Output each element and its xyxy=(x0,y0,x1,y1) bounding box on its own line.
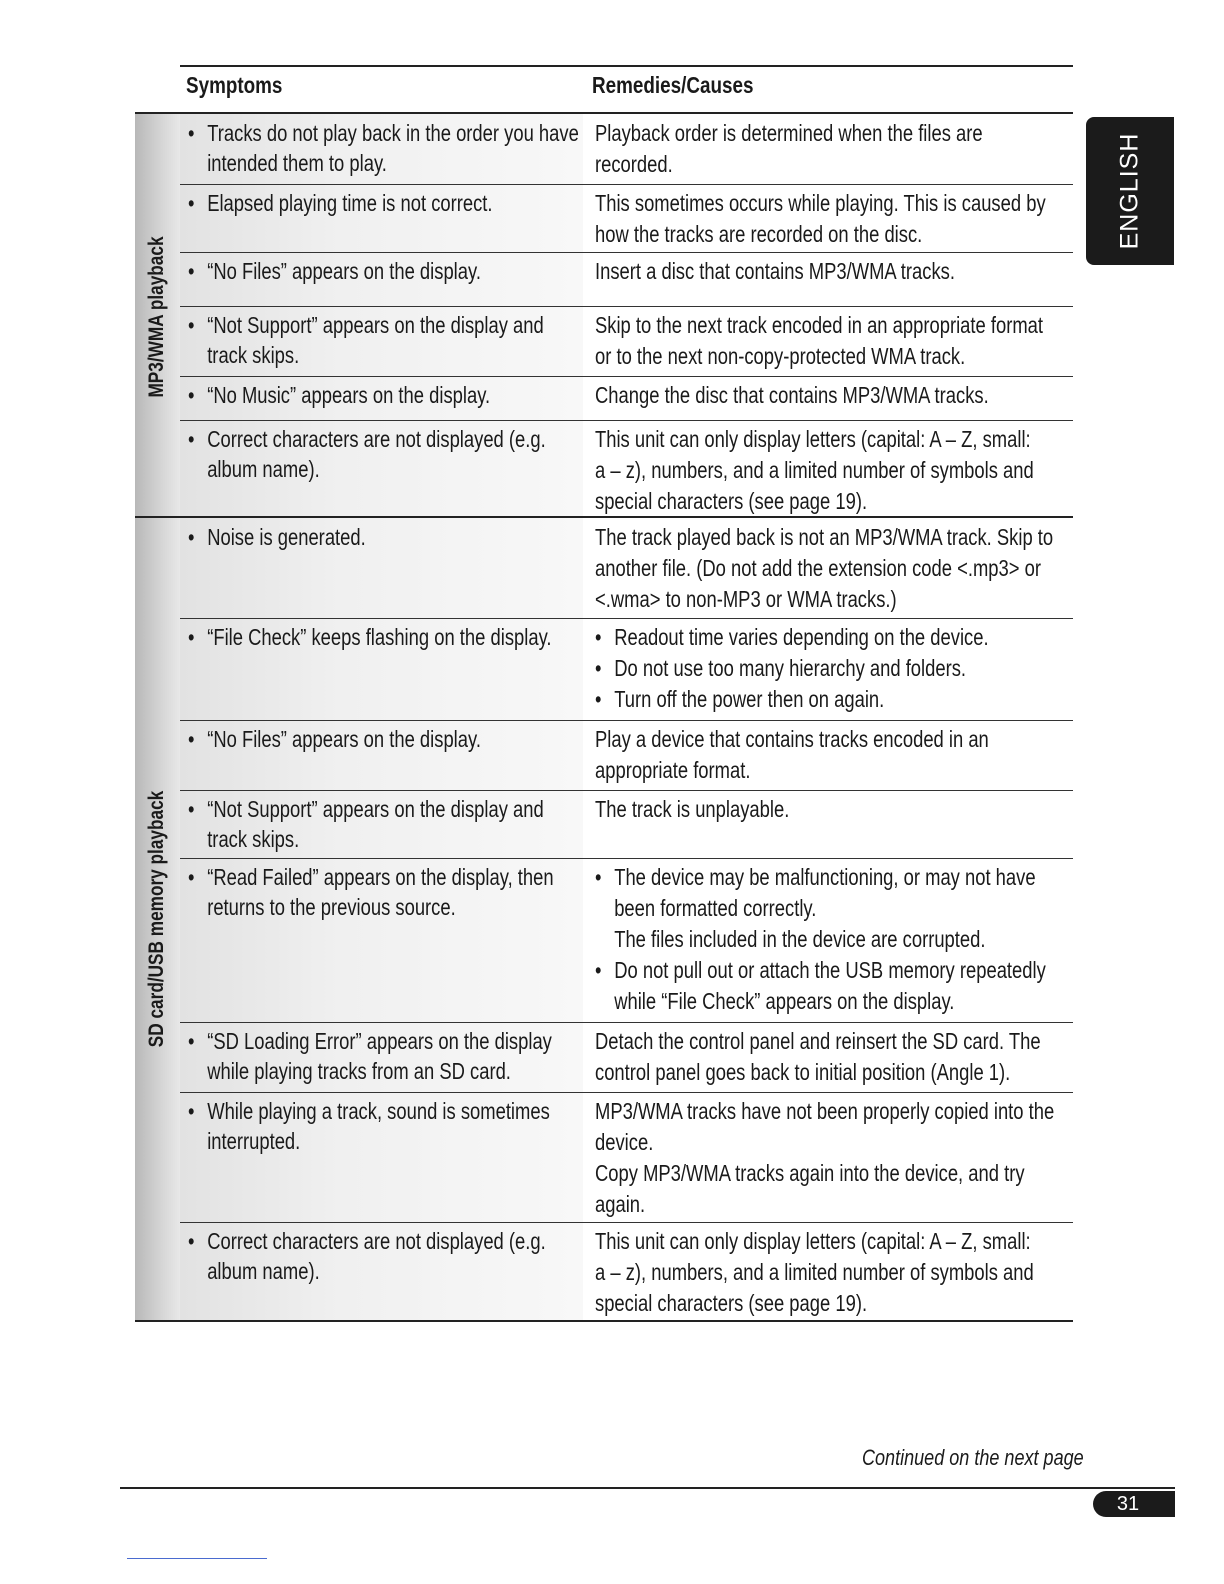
remedy-line-wrap xyxy=(595,653,1063,684)
symptom-line-wrap xyxy=(188,1126,612,1156)
remedy-line: Play a device that contains tracks encoded in an xyxy=(595,726,989,752)
row-divider xyxy=(180,790,1073,791)
symptom-line-wrap xyxy=(188,522,612,552)
symptom-line: Elapsed playing time is not correct. xyxy=(207,190,493,216)
remedy-line-wrap xyxy=(595,893,1063,924)
remedies-column-header: Remedies/Causes xyxy=(592,72,754,98)
symptom-line: “Not Support” appears on the display and xyxy=(207,312,544,338)
remedy-line: Insert a disc that contains MP3/WMA tracks. xyxy=(595,258,955,284)
remedy-cell xyxy=(595,724,1063,786)
symptom-cell xyxy=(188,310,612,370)
language-tab xyxy=(1086,117,1174,265)
symptom-cell xyxy=(188,862,612,922)
remedy-line: or to the next non-copy-protected WMA track. xyxy=(595,343,966,369)
symptom-cell xyxy=(188,1096,612,1156)
remedy-line: This sometimes occurs while playing. This is caused by xyxy=(595,190,1046,216)
remedy-cell xyxy=(595,622,1063,715)
remedy-line: Detach the control panel and reinsert the SD card. The xyxy=(595,1028,1041,1054)
bullet-icon: • xyxy=(188,382,195,408)
remedy-line: The track is unplayable. xyxy=(595,796,790,822)
remedy-line: been formatted correctly. xyxy=(614,895,817,921)
symptom-line-wrap xyxy=(188,380,612,410)
remedy-cell xyxy=(595,310,1063,372)
bullet-icon: • xyxy=(188,726,195,752)
symptom-line-wrap xyxy=(188,1056,612,1086)
row-divider xyxy=(180,1022,1073,1023)
symptom-line: Correct characters are not displayed (e.g. xyxy=(207,1228,546,1254)
bullet-icon: • xyxy=(188,312,195,338)
remedy-line: a – z), numbers, and a limited number of symbols and xyxy=(595,1259,1034,1285)
remedy-line-wrap xyxy=(595,924,1063,955)
remedy-line: MP3/WMA tracks have not been properly copied into the xyxy=(595,1098,1055,1124)
remedy-line: <.wma> to non-MP3 or WMA tracks.) xyxy=(595,586,897,612)
remedy-line: This unit can only display letters (capital: A – Z, small: xyxy=(595,426,1031,452)
remedy-line: control panel goes back to initial position (Angle 1). xyxy=(595,1059,1011,1085)
section-sd-usb-playback xyxy=(135,516,1073,1322)
symptom-line-wrap xyxy=(188,1026,612,1056)
section-side-label: SD card/USB memory playback xyxy=(145,790,168,1048)
remedy-line: another file. (Do not add the extension code <.mp3> or xyxy=(595,555,1041,581)
remedy-line: device. xyxy=(595,1129,654,1155)
symptom-line: track skips. xyxy=(207,826,300,852)
symptom-cell xyxy=(188,1026,612,1086)
remedy-cell xyxy=(595,1096,1063,1220)
symptom-line-wrap xyxy=(188,256,612,286)
table-bottom-rule xyxy=(135,1320,1073,1322)
remedy-line: Readout time varies depending on the device. xyxy=(614,624,989,650)
bullet-icon: • xyxy=(188,1028,195,1054)
symptom-line: “SD Loading Error” appears on the display xyxy=(207,1028,552,1054)
remedy-line-wrap xyxy=(595,986,1063,1017)
corner-mark xyxy=(127,1558,267,1559)
remedy-cell xyxy=(595,1226,1063,1319)
symptom-line-wrap xyxy=(188,824,612,854)
symptom-cell xyxy=(188,256,612,286)
section-side-tab xyxy=(135,114,180,519)
symptom-line: album name). xyxy=(207,456,320,482)
remedy-line: while “File Check” appears on the display. xyxy=(614,988,955,1014)
remedy-line: Copy MP3/WMA tracks again into the device, and try xyxy=(595,1160,1025,1186)
symptom-line-wrap xyxy=(188,724,612,754)
remedy-cell xyxy=(595,256,1063,287)
remedy-cell xyxy=(595,1026,1063,1088)
remedy-line: The device may be malfunctioning, or may not have xyxy=(614,864,1036,890)
row-divider xyxy=(180,184,1073,185)
remedy-line: This unit can only display letters (capital: A – Z, small: xyxy=(595,1228,1031,1254)
symptom-line: returns to the previous source. xyxy=(207,894,456,920)
symptom-line: “No Files” appears on the display. xyxy=(207,726,481,752)
row-divider xyxy=(180,252,1073,253)
symptom-line: Correct characters are not displayed (e.g. xyxy=(207,426,546,452)
remedy-cell xyxy=(595,522,1063,615)
remedy-line: Do not use too many hierarchy and folders. xyxy=(614,655,967,681)
remedy-line-wrap xyxy=(595,955,1063,986)
symptom-cell xyxy=(188,724,612,754)
row-divider xyxy=(180,858,1073,859)
symptom-line-wrap xyxy=(188,340,612,370)
section-side-tab xyxy=(135,518,180,1320)
remedy-line: The track played back is not an MP3/WMA track. Skip to xyxy=(595,524,1054,550)
bullet-icon: • xyxy=(188,864,195,890)
bullet-icon: • xyxy=(188,426,195,452)
symptom-line-wrap xyxy=(188,454,612,484)
symptom-cell xyxy=(188,118,612,178)
symptom-cell xyxy=(188,522,612,552)
symptom-line-wrap xyxy=(188,188,612,218)
remedy-line-wrap xyxy=(595,862,1063,893)
row-divider xyxy=(180,720,1073,721)
bullet-icon: • xyxy=(595,624,602,650)
symptom-line: intended them to play. xyxy=(207,150,387,176)
bullet-icon: • xyxy=(595,655,602,681)
row-divider xyxy=(180,420,1073,421)
symptom-line: while playing tracks from an SD card. xyxy=(207,1058,511,1084)
symptom-line-wrap xyxy=(188,892,612,922)
remedy-line-wrap xyxy=(595,622,1063,653)
bullet-icon: • xyxy=(595,957,602,983)
symptom-cell xyxy=(188,1226,612,1286)
page-number-badge xyxy=(1093,1491,1175,1517)
remedy-line: The files included in the device are corrupted. xyxy=(614,926,986,952)
symptom-cell xyxy=(188,424,612,484)
row-divider xyxy=(180,376,1073,377)
remedy-line: Turn off the power then on again. xyxy=(614,686,885,712)
symptom-line: “No Files” appears on the display. xyxy=(207,258,481,284)
remedy-cell xyxy=(595,118,1063,180)
row-divider xyxy=(180,306,1073,307)
symptom-line: Noise is generated. xyxy=(207,524,366,550)
remedy-cell xyxy=(595,380,1063,411)
symptom-cell xyxy=(188,622,612,652)
remedy-line: Do not pull out or attach the USB memory repeatedly xyxy=(614,957,1046,983)
symptoms-column-header: Symptoms xyxy=(186,72,283,98)
remedy-line: special characters (see page 19). xyxy=(595,1290,868,1316)
bullet-icon: • xyxy=(188,624,195,650)
symptom-line-wrap xyxy=(188,1256,612,1286)
table-top-rule xyxy=(180,65,1073,67)
symptom-line-wrap xyxy=(188,1226,612,1256)
remedy-cell xyxy=(595,424,1063,517)
symptom-line: “Read Failed” appears on the display, then xyxy=(207,864,554,890)
symptom-line: Tracks do not play back in the order you have xyxy=(207,120,579,146)
symptom-cell xyxy=(188,794,612,854)
symptom-line: “File Check” keeps flashing on the display. xyxy=(207,624,552,650)
bullet-icon: • xyxy=(188,524,195,550)
remedy-cell xyxy=(595,188,1063,250)
symptom-line-wrap xyxy=(188,622,612,652)
bullet-icon: • xyxy=(188,120,195,146)
remedy-line: a – z), numbers, and a limited number of symbols and xyxy=(595,457,1034,483)
symptom-line: track skips. xyxy=(207,342,300,368)
remedy-line: again. xyxy=(595,1191,646,1217)
remedy-line: appropriate format. xyxy=(595,757,751,783)
symptom-cell xyxy=(188,188,612,218)
symptom-line: “No Music” appears on the display. xyxy=(207,382,491,408)
remedy-line: how the tracks are recorded on the disc. xyxy=(595,221,923,247)
remedy-cell xyxy=(595,862,1063,1017)
symptom-line: interrupted. xyxy=(207,1128,301,1154)
continued-note: Continued on the next page xyxy=(862,1445,1084,1470)
row-divider xyxy=(180,1092,1073,1093)
bullet-icon: • xyxy=(188,1098,195,1124)
bullet-icon: • xyxy=(188,258,195,284)
symptom-line: “Not Support” appears on the display and xyxy=(207,796,544,822)
language-tab-label: ENGLISH xyxy=(1115,132,1144,250)
symptom-line-wrap xyxy=(188,794,612,824)
symptom-line: album name). xyxy=(207,1258,320,1284)
symptom-line-wrap xyxy=(188,148,612,178)
bullet-icon: • xyxy=(188,796,195,822)
remedy-line: Playback order is determined when the files are recorded. xyxy=(595,120,983,177)
remedy-line: Change the disc that contains MP3/WMA tracks. xyxy=(595,382,989,408)
bullet-icon: • xyxy=(188,1228,195,1254)
bullet-icon: • xyxy=(595,686,602,712)
bullet-icon: • xyxy=(188,190,195,216)
symptom-line: While playing a track, sound is sometimes xyxy=(207,1098,550,1124)
remedy-line-wrap xyxy=(595,684,1063,715)
row-divider xyxy=(180,618,1073,619)
section-side-label: MP3/WMA playback xyxy=(145,235,168,398)
row-divider xyxy=(180,1222,1073,1223)
symptom-line-wrap xyxy=(188,424,612,454)
symptom-line-wrap xyxy=(188,862,612,892)
symptom-line-wrap xyxy=(188,310,612,340)
symptom-line-wrap xyxy=(188,118,612,148)
bullet-icon: • xyxy=(595,864,602,890)
symptom-cell xyxy=(188,380,612,410)
remedy-line: special characters (see page 19). xyxy=(595,488,868,514)
symptom-line-wrap xyxy=(188,1096,612,1126)
remedy-line: Skip to the next track encoded in an appropriate format xyxy=(595,312,1043,338)
page-number: 31 xyxy=(1116,1493,1140,1515)
section-mp3-wma-playback xyxy=(135,112,1073,521)
footer-rule xyxy=(120,1487,1175,1489)
remedy-cell xyxy=(595,794,1063,825)
